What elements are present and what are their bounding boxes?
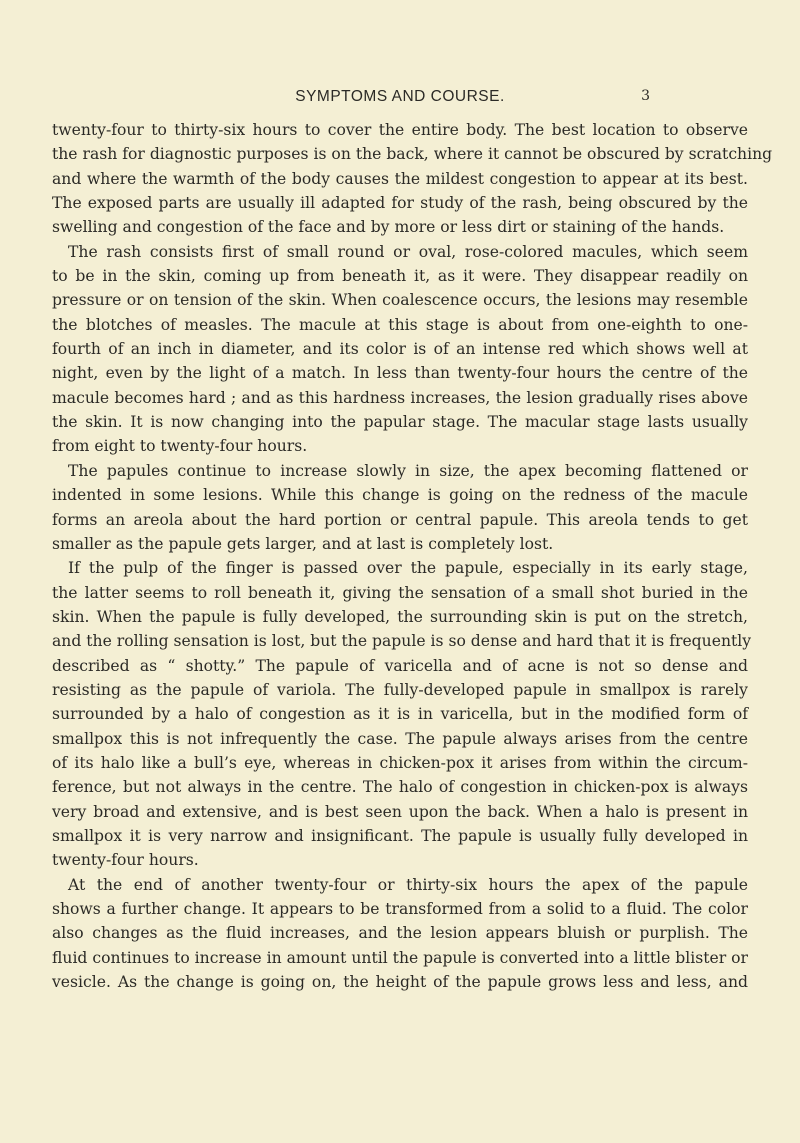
paragraph [52,240,748,459]
body-text [52,118,773,994]
text-line: indented in some lesions. While this change is going on the redness of the macule [52,486,748,505]
text-line: At the end of another twenty-four or thirty-six hours the apex of the papule [68,875,748,894]
text-line: fluid continues to increase in amount until the papule is converted into a little blister or [52,948,748,967]
paragraph [52,459,748,556]
running-title: SYMPTOMS AND COURSE. [295,88,505,105]
page-number: 3 [641,88,650,104]
paragraph [52,556,752,872]
text-line: macule becomes hard ; and as this hardness increases, the lesion gradually rises above [52,388,748,407]
text-line: of its halo like a bull’s eye, whereas in chicken-pox it arises from within the circum- [52,753,748,772]
text-line: swelling and congestion of the face and by more or less dirt or staining of the hands. [52,218,725,237]
text-line: and the rolling sensation is lost, but the papule is so dense and hard that it is frequently [52,632,752,651]
text-line: If the pulp of the finger is passed over the papule, especially in its early stage, [68,559,748,578]
text-line: shows a further change. It appears to be transformed from a solid to a fluid. The color [52,900,748,918]
text-line: twenty-four hours. [52,851,199,870]
text-line: from eight to twenty-four hours. [52,437,308,456]
text-line: night, even by the light of a match. In less than twenty-four hours the centre of the [52,364,748,383]
text-line: smallpox it is very narrow and insignificant. The papule is usually fully developed in [52,826,748,845]
paragraph [52,118,773,240]
text-line: also changes as the fluid increases, and the lesion appears bluish or purplish. The [52,924,748,943]
text-line: The exposed parts are usually ill adapted for study of the rash, being obscured by the [52,194,748,213]
text-line: pressure or on tension of the skin. When coalescence occurs, the lesions may resemble [52,291,748,310]
text-line: twenty-four to thirty-six hours to cover the entire body. The best location to observe [52,121,748,139]
text-line: smallpox this is not infrequently the case. The papule always arises from the centre [52,729,748,748]
text-line: vesicle. As the change is going on, the height of the papule grows less and less, and [52,973,748,992]
running-head [0,88,800,112]
text-line: The rash consists first of small round or oval, rose-colored macules, which seem [68,242,748,261]
text-line: skin. When the papule is fully developed, the surrounding skin is put on the stretch, [52,607,748,626]
text-line: surrounded by a halo of congestion as it is in varicella, but in the modified form of [52,705,748,724]
text-line: fourth of an inch in diameter, and its color is of an intense red which shows well at [52,340,748,359]
text-line: the blotches of measles. The macule at this stage is about from one-eighth to one- [52,315,748,334]
text-line: described as “ shotty.” The papule of varicella and of acne is not so dense and [52,656,748,675]
text-line: very broad and extensive, and is best seen upon the back. When a halo is present in [52,802,748,821]
text-line: smaller as the papule gets larger, and at last is completely lost. [52,534,554,553]
text-line: forms an areola about the hard portion or central papule. This areola tends to get [52,510,748,529]
text-line: The papules continue to increase slowly in size, the apex becoming flattened or [68,461,748,480]
text-line: and where the warmth of the body causes the mildest congestion to appear at its best. [52,169,748,188]
text-line: the rash for diagnostic purposes is on the back, where it cannot be obscured by scratching [52,145,773,164]
paragraph [52,873,748,995]
text-line: the latter seems to roll beneath it, giving the sensation of a small shot buried in the [52,583,748,602]
text-line: to be in the skin, coming up from beneath it, as it were. They disappear readily on [52,267,748,286]
text-line: resisting as the papule of variola. The fully-developed papule in smallpox is rarely [52,680,748,699]
text-line: the skin. It is now changing into the papular stage. The macular stage lasts usually [52,413,748,432]
text-line: ference, but not always in the centre. The halo of congestion in chicken-pox is always [52,778,748,797]
